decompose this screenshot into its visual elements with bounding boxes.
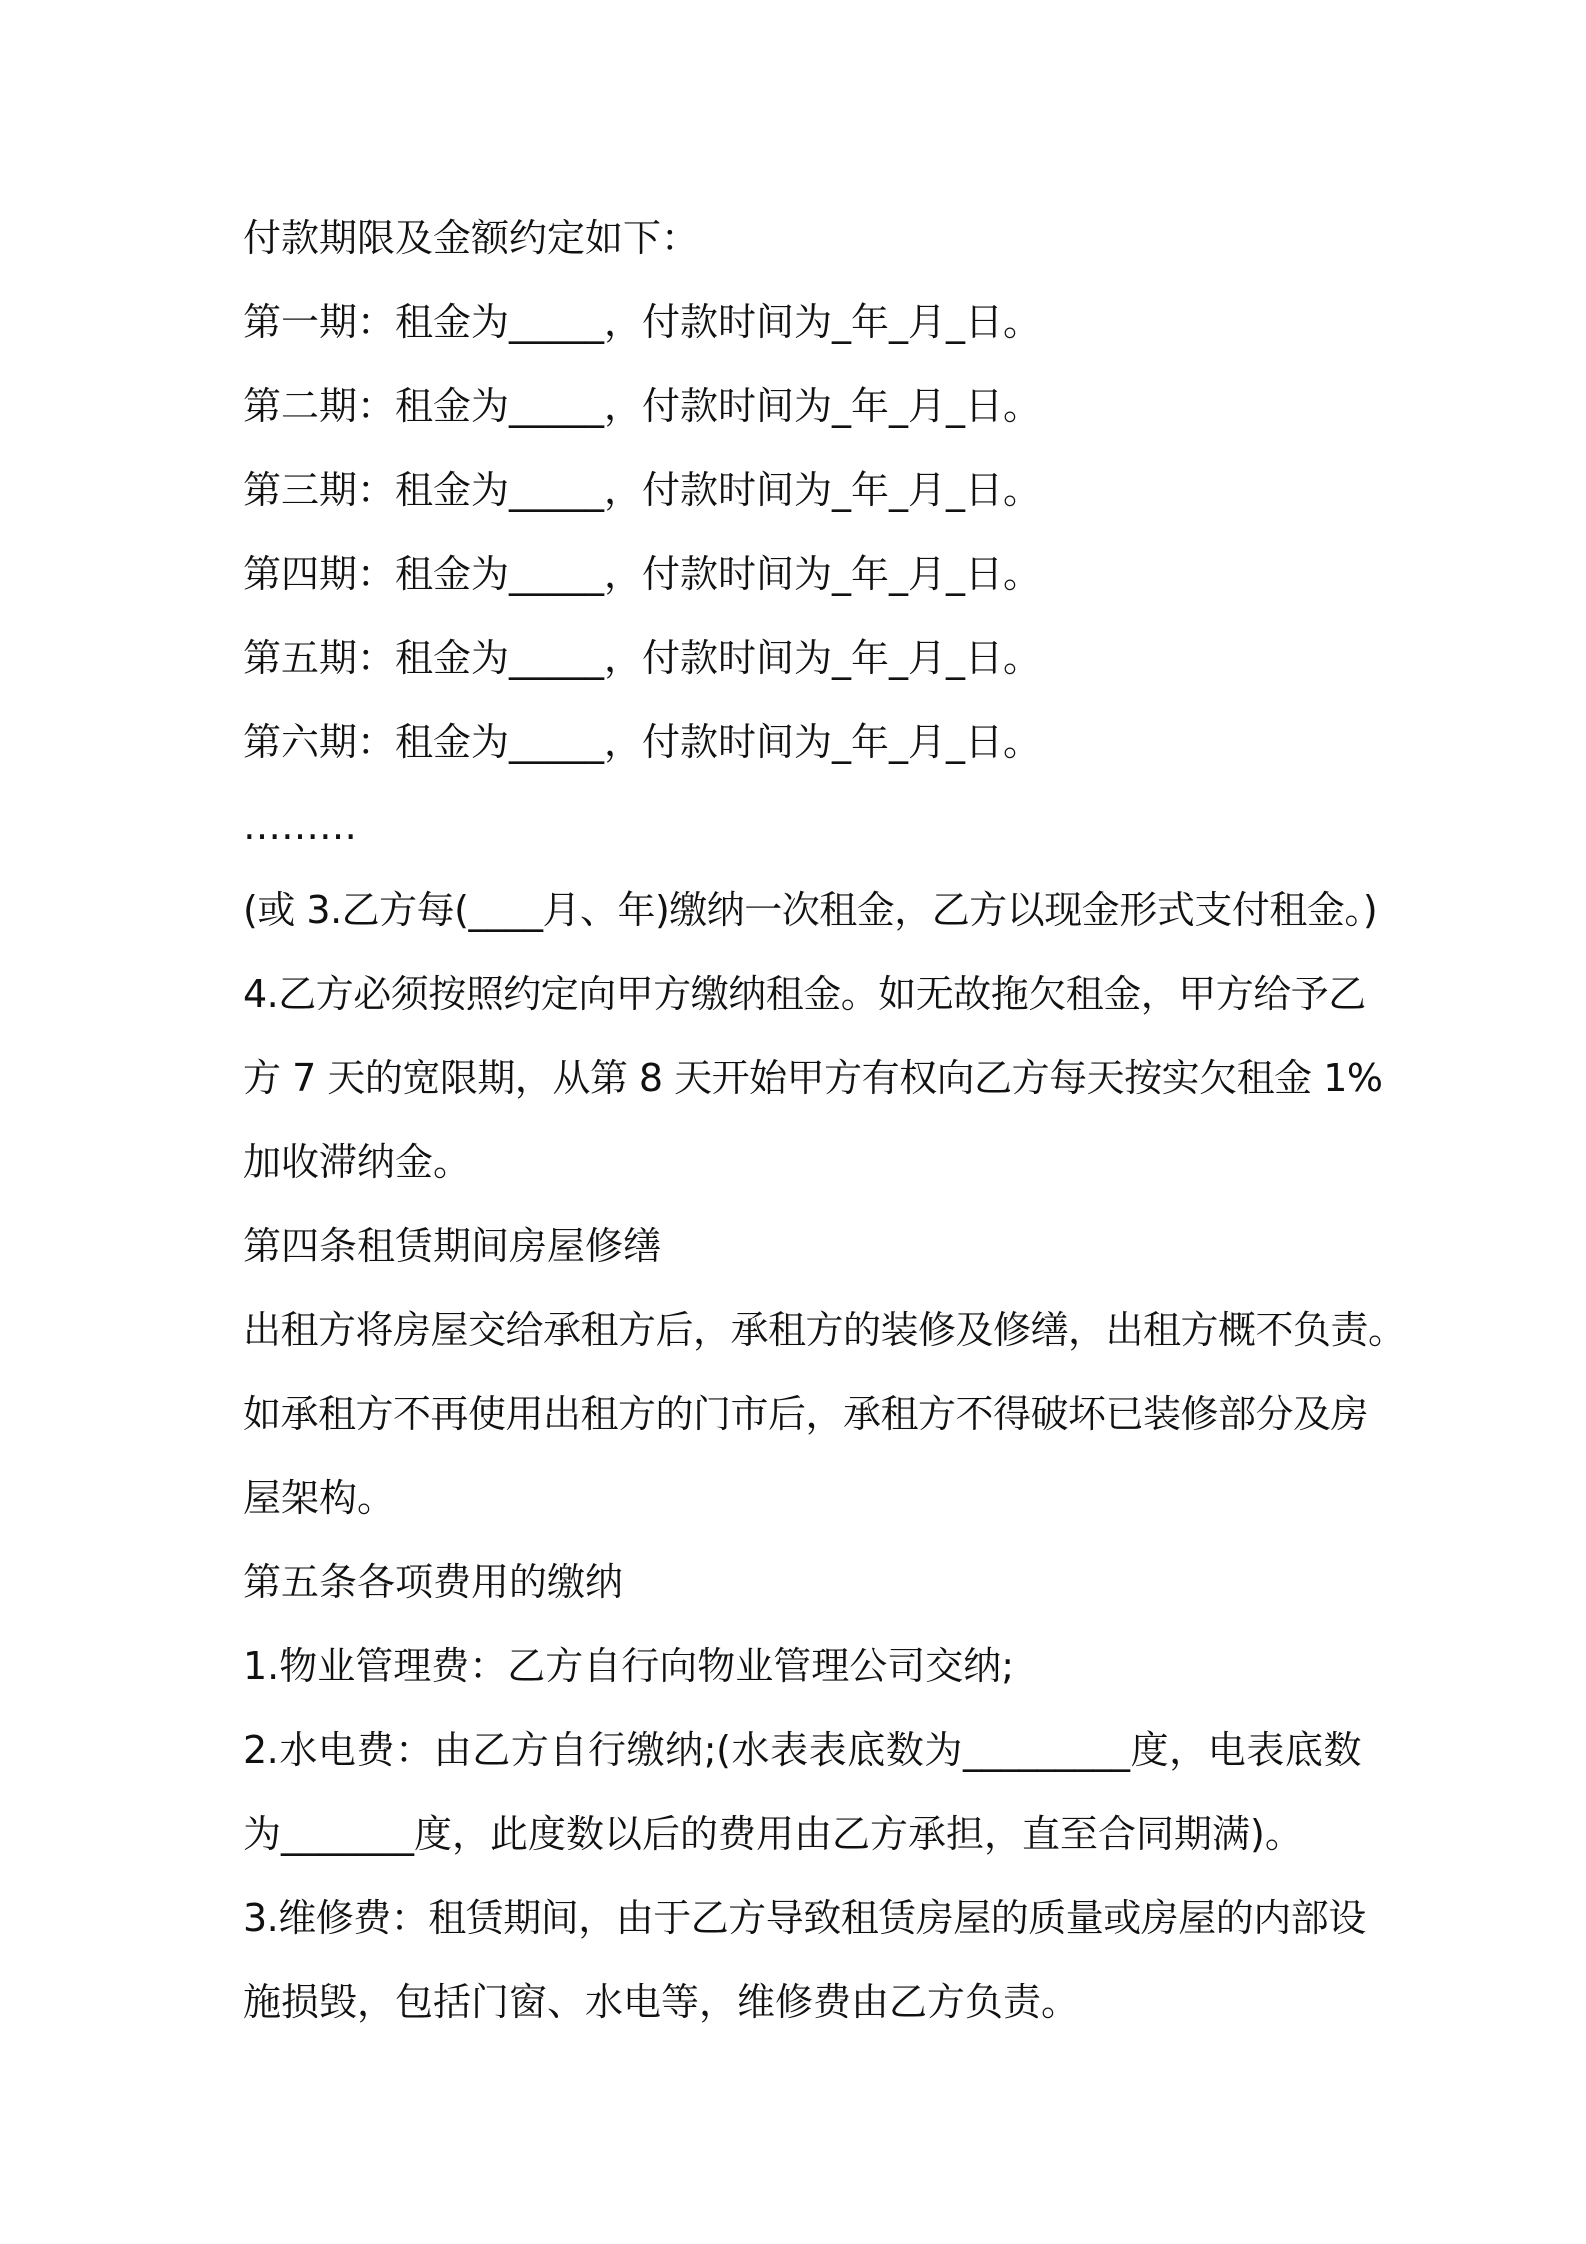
property-fee-item: 1.物业管理费：乙方自行向物业管理公司交纳; [243, 1644, 1015, 1688]
utility-fee-item-line-1: 2.水电费：由乙方自行缴纳;(水表表底数为_________度，电表底数 [243, 1728, 1361, 1772]
payment-terms-heading: 付款期限及金额约定如下： [243, 216, 700, 260]
installment-4-line: 第四期：租金为_____，付款时间为_年_月_日。 [243, 552, 1042, 596]
installment-3-line: 第三期：租金为_____，付款时间为_年_月_日。 [243, 468, 1042, 512]
clause-4-line-3: 加收滞纳金。 [243, 1140, 472, 1184]
maintenance-fee-item-line-2: 施损毁，包括门窗、水电等，维修费由乙方负责。 [243, 1980, 1080, 2024]
ellipsis-line: ……… [243, 804, 357, 848]
utility-fee-item-line-2: 为_______度，此度数以后的费用由乙方承担，直至合同期满)。 [243, 1812, 1303, 1856]
article-4-paragraph-line-3: 屋架构。 [243, 1476, 396, 1520]
article-4-heading: 第四条租赁期间房屋修缮 [243, 1224, 662, 1268]
installment-5-line: 第五期：租金为_____，付款时间为_年_月_日。 [243, 636, 1042, 680]
installment-6-line: 第六期：租金为_____，付款时间为_年_月_日。 [243, 720, 1042, 764]
alternative-payment-clause: (或 3.乙方每(____月、年)缴纳一次租金，乙方以现金形式支付租金。) [243, 888, 1378, 932]
clause-4-line-1: 4.乙方必须按照约定向甲方缴纳租金。如无故拖欠租金，甲方给予乙 [243, 972, 1366, 1016]
article-4-paragraph-line-1: 出租方将房屋交给承租方后，承租方的装修及修缮，出租方概不负责。 [243, 1308, 1406, 1352]
article-4-paragraph-line-2: 如承租方不再使用出租方的门市后，承租方不得破坏已装修部分及房 [243, 1392, 1369, 1436]
article-5-heading: 第五条各项费用的缴纳 [243, 1560, 624, 1604]
installment-2-line: 第二期：租金为_____，付款时间为_年_月_日。 [243, 384, 1042, 428]
clause-4-line-2: 方 7 天的宽限期，从第 8 天开始甲方有权向乙方每天按实欠租金 1% [243, 1056, 1383, 1100]
document-body [243, 196, 1406, 2044]
installment-1-line: 第一期：租金为_____，付款时间为_年_月_日。 [243, 300, 1042, 344]
maintenance-fee-item-line-1: 3.维修费：租赁期间，由于乙方导致租赁房屋的质量或房屋的内部设 [243, 1896, 1366, 1940]
